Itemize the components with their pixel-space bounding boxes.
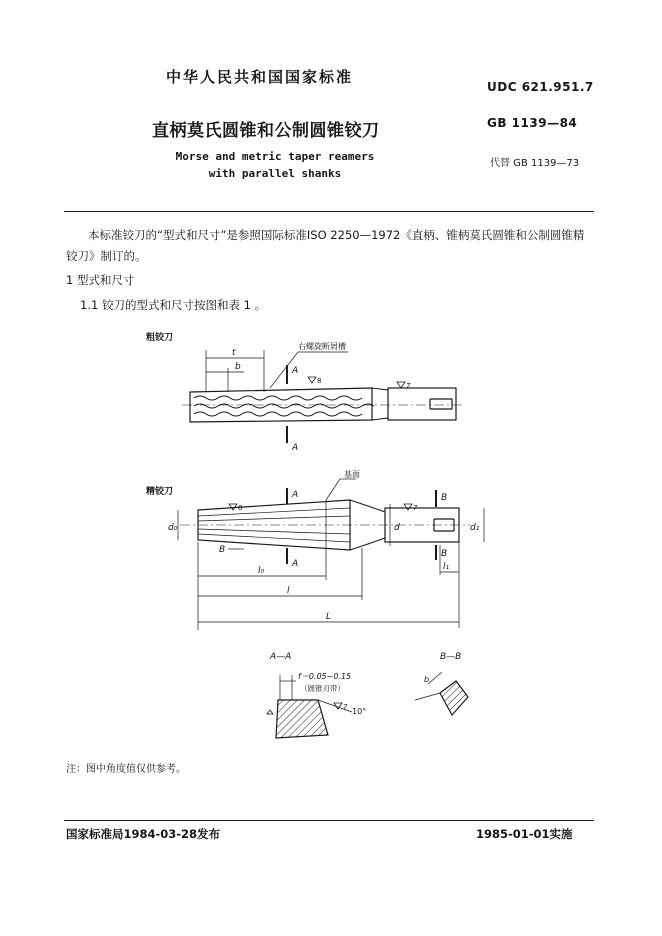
section-aa-f-value: f＝0.05~0.15: [298, 672, 352, 681]
roughness-value-8: 8: [317, 377, 322, 385]
l1-label: l₁: [443, 562, 450, 572]
intro-paragraph: 本标准铰刀的“型式和尺寸”是参照国际标准ISO 2250—1972《直柄、锥柄莫氏圆锥和公制圆锥精铰刀》制订的。: [66, 228, 585, 263]
d1-label: d₁: [470, 523, 480, 533]
L-label: L: [326, 612, 332, 622]
section-heading: 1 型式和尺寸: [66, 273, 135, 287]
l-label: l: [287, 586, 290, 596]
b-small-label: B: [219, 545, 226, 555]
flute-line-2: [198, 516, 350, 521]
udc-number: UDC 621.951.7: [487, 80, 594, 94]
section-b-label-bottom: B: [441, 549, 448, 559]
roughness-symbol-7: [397, 382, 405, 388]
section-aa-roughness-small: [267, 710, 273, 714]
title-en-line2: with parallel shanks: [208, 167, 342, 180]
section-bb-ext: [415, 693, 440, 700]
standard-number: GB 1139—84: [487, 116, 578, 130]
footer-divider: [64, 820, 594, 821]
chipbreaker-wave-3: [194, 412, 362, 416]
section-bb-title: B—B: [440, 652, 462, 662]
rough-reamer-label: 粗铰刀: [146, 333, 174, 343]
clause-text: 1.1 铰刀的型式和尺寸按图和表 1 。: [80, 298, 267, 312]
section-b-label-top: B: [441, 493, 448, 503]
finish-reamer-label: 精铰刀: [146, 487, 174, 497]
finish-roughness-symbol-7: [404, 504, 412, 510]
effective-date: 1985-01-01实施: [476, 827, 573, 841]
chipbreaker-callout: 右螺旋断屑槽: [298, 342, 346, 351]
chipbreaker-wave-2: [194, 404, 374, 408]
section-bb-label: b: [424, 675, 430, 684]
document-title-cn: 直柄莫氏圆锥和公制圆锥铰刀: [152, 121, 380, 141]
roughness-symbol-8: [308, 377, 316, 383]
section-aa-band: （圆锥刃带）: [300, 684, 345, 693]
datum-callout: 基面: [344, 470, 360, 479]
rough-reamer-neck: [372, 388, 388, 420]
flute-line-4: [198, 534, 350, 542]
section-bb-square: [440, 681, 468, 715]
rough-reamer-tang: [430, 399, 452, 409]
finish-section-a-label-top: A: [292, 490, 299, 500]
section-aa-title: A—A: [270, 652, 292, 662]
section-aa-tooth: [276, 700, 328, 738]
t-dimension-label: t: [232, 348, 236, 358]
section-bb-dim-line: [428, 672, 442, 684]
finish-roughness-value-8: 8: [238, 504, 243, 512]
chipbreaker-wave-1: [194, 396, 362, 400]
section-aa-angle: 10°: [352, 707, 367, 716]
l0-label: l₀: [258, 566, 265, 576]
d-label: d: [394, 523, 400, 533]
replaces-standard: 代替 GB 1139—73: [490, 158, 580, 169]
section-aa-roughness-value: 7: [343, 703, 348, 711]
issuing-organization: 中华人民共和国国家标准: [166, 68, 354, 86]
flute-line-3: [198, 529, 350, 534]
issue-date: 国家标准局1984-03-28发布: [66, 827, 221, 841]
rough-reamer-shank: [388, 388, 456, 420]
section-a-label-bottom: A: [292, 443, 299, 453]
finish-roughness-value-7: 7: [413, 504, 418, 512]
datum-leader: [326, 479, 340, 500]
section-a-label-top: A: [292, 366, 299, 376]
finish-section-a-label-bottom: A: [292, 559, 299, 569]
d0-label: d₀: [168, 523, 178, 533]
b-dimension-label: b: [235, 362, 241, 372]
flute-line-1: [198, 508, 350, 516]
title-en-line1: Morse and metric taper reamers: [175, 150, 375, 163]
roughness-value-7: 7: [406, 382, 411, 390]
drawing-note: 注：图中角度值仅供参考。: [66, 764, 186, 775]
